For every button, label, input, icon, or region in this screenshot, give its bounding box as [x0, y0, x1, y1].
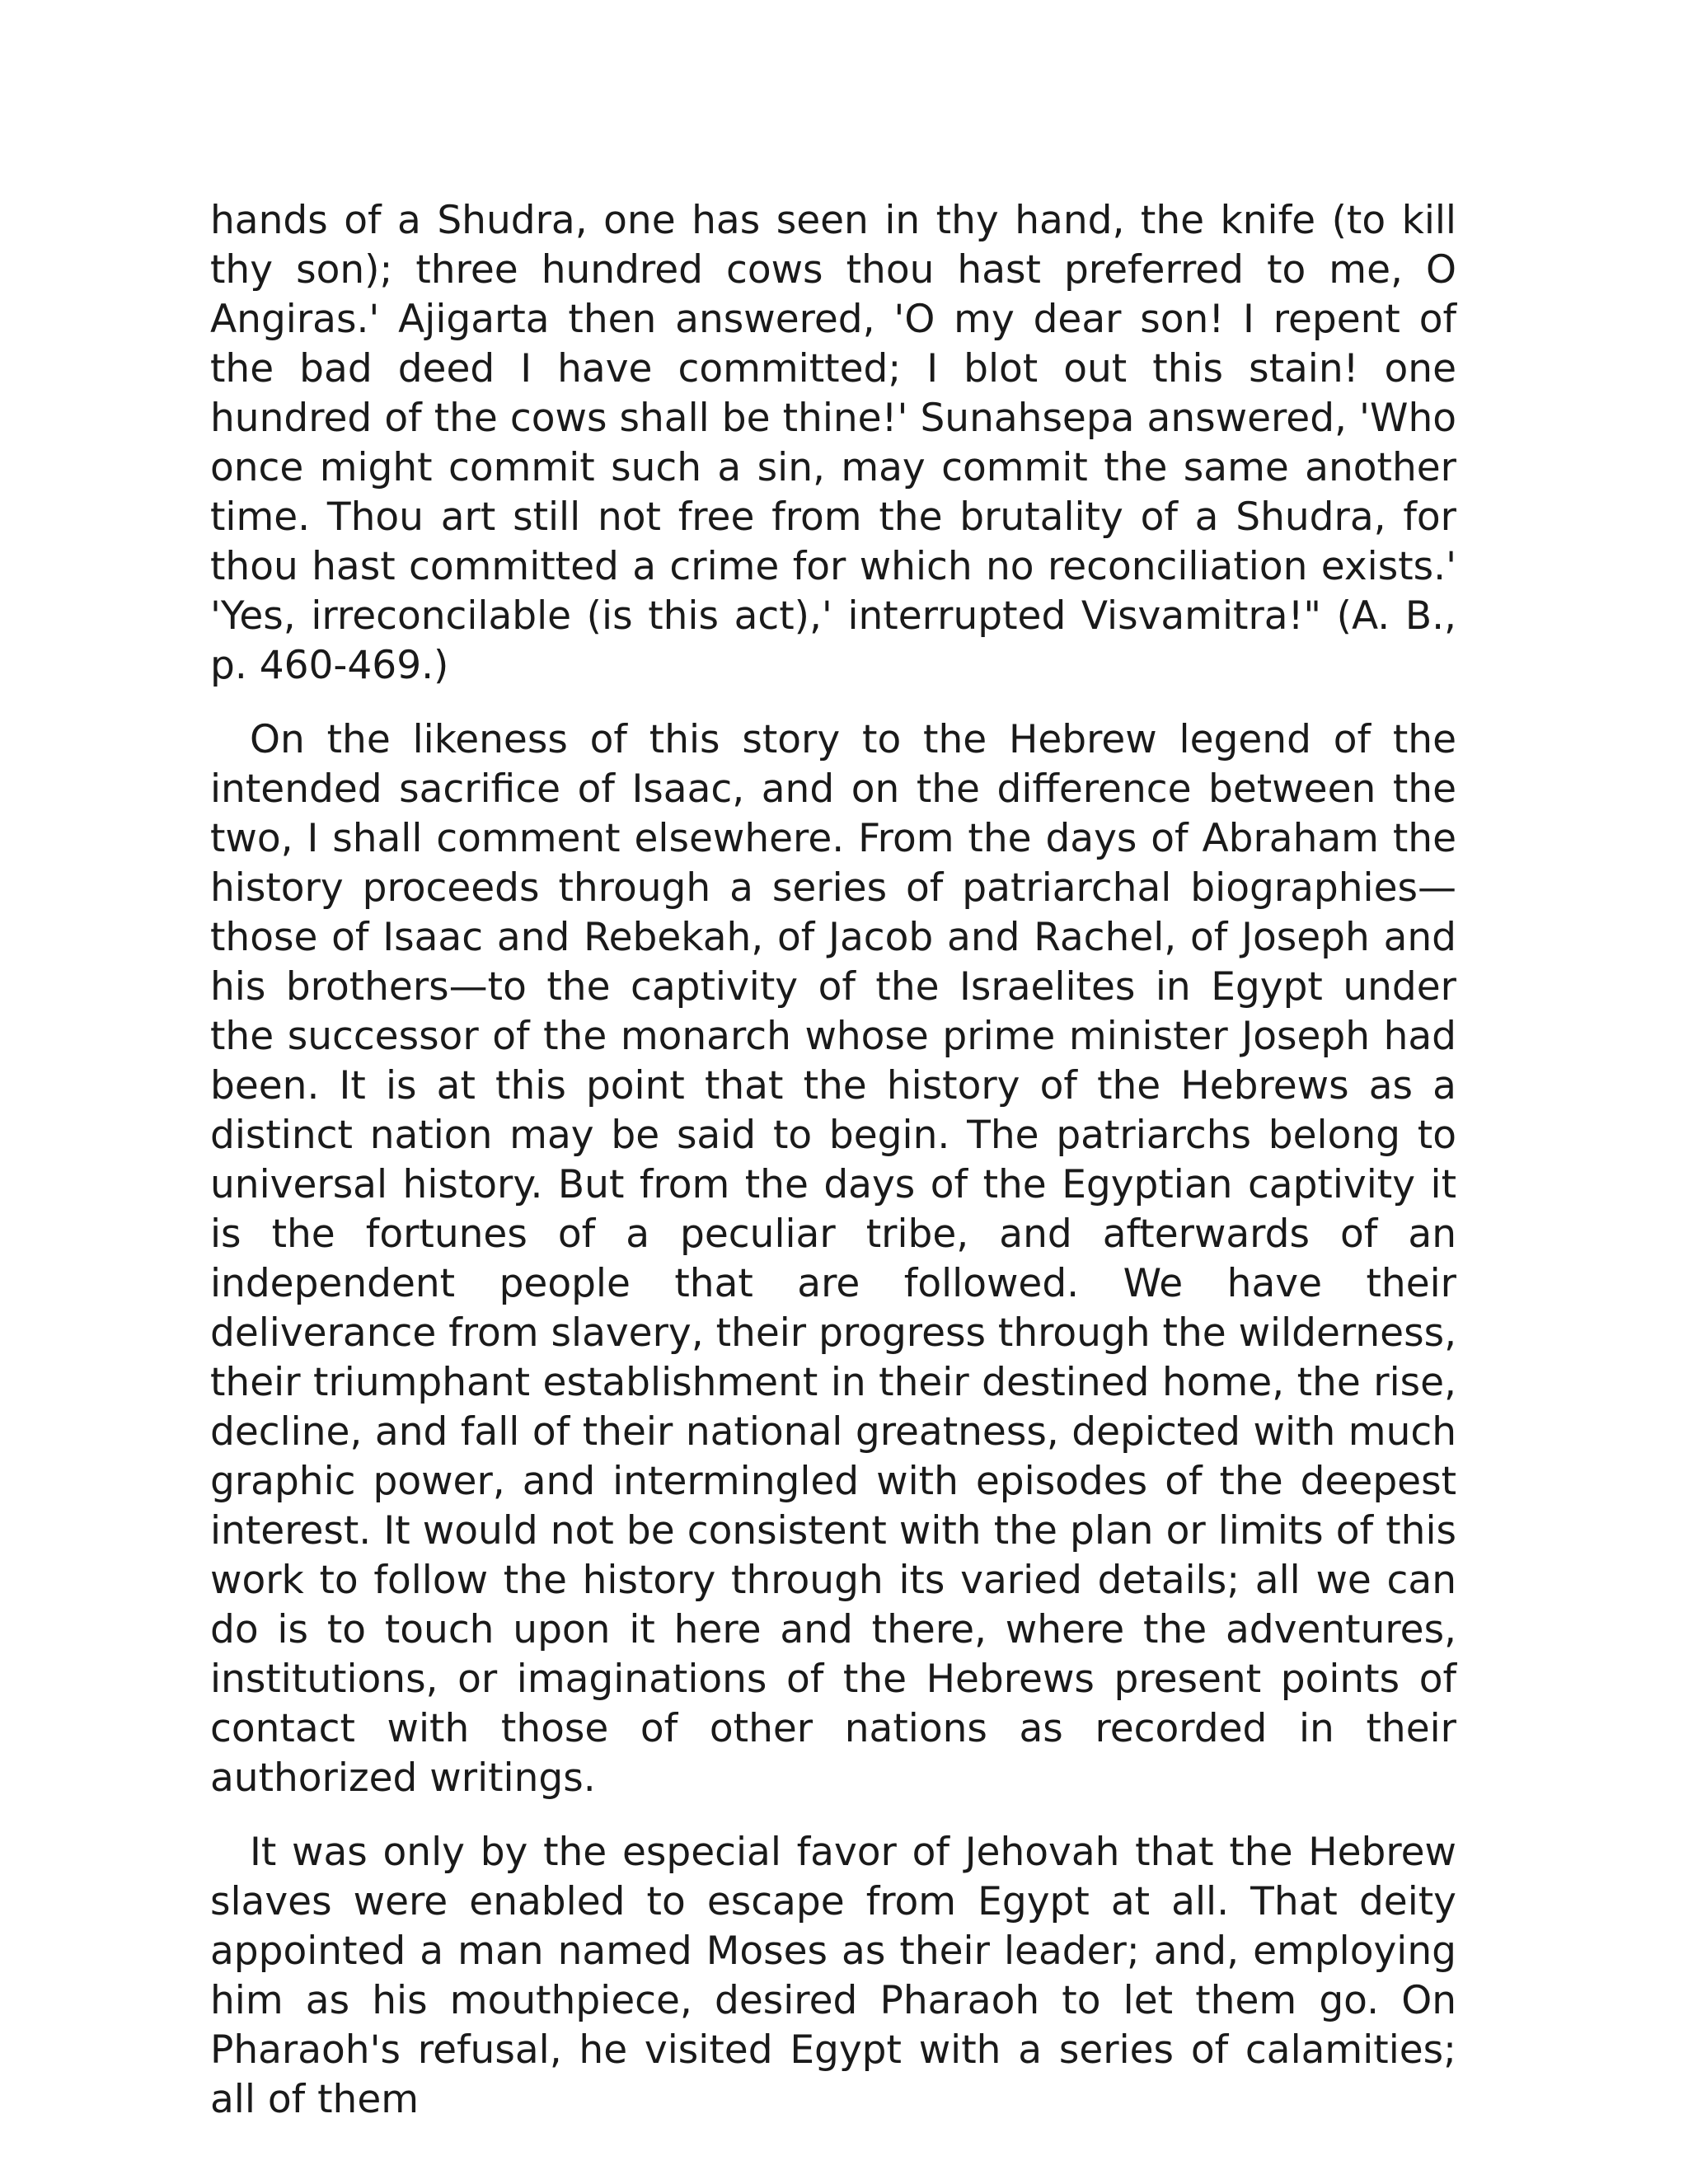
paragraph-continued: hands of a Shudra, one has seen in thy hand, the knife (to kill thy son); three hundred cows thou hast preferred to me, O Angiras.' Ajigarta then answered, 'O my dear son! I repent of the bad deed I have committed; I blot out this stain! one hundred of the cows shall be thine!' Sunahsepa answered, 'Who once might commit such a sin, may commit the same another time. Thou art still not free from the brutality of a Shudra, for thou hast committed a crime for which no reconciliation exists.' 'Yes, irreconcilable (is this act),' interrupted Visvamitra!" (A. B., p. 460-469.) [210, 198, 1456, 688]
paragraph-isaac-comparison: On the likeness of this story to the Hebrew legend of the intended sacrifice of Isaac, and on the difference between the two, I shall comment elsewhere. From the days of Abraham the history proceeds through a series of patriarchal biographies—those of Isaac and Rebekah, of Jacob and Rachel, of Joseph and his brothers—to the captivity of the Israelites in Egypt under the successor of the monarch whose prime minister Joseph had been. It is at this point that the history of the Hebrews as a distinct nation may be said to begin. The patriarchs belong to universal history. But from the days of the Egyptian captivity it is the fortunes of a peculiar tribe, and afterwards of an independent people that are followed. We have their deliverance from slavery, their progress through the wilderness, their triumphant establishment in their destined home, the rise, decline, and fall of their national greatness, depicted with much graphic power, and intermingled with episodes of the deepest interest. It would not be consistent with the plan or limits of this work to follow the history through its varied details; all we can do is to touch upon it here and there, where the adventures, institutions, or imaginations of the Hebrews present points of contact with those of other nations as recorded in their authorized writings. [210, 717, 1457, 1801]
document-page [210, 196, 1456, 2125]
paragraph-exodus: It was only by the especial favor of Jehovah that the Hebrew slaves were enabled to escape from Egypt at all. That deity appointed a man named Moses as their leader; and, employing him as his mouthpiece, desired Pharaoh to let them go. On Pharaoh's refusal, he visited Egypt with a series of calamities; all of them [210, 1830, 1456, 2122]
